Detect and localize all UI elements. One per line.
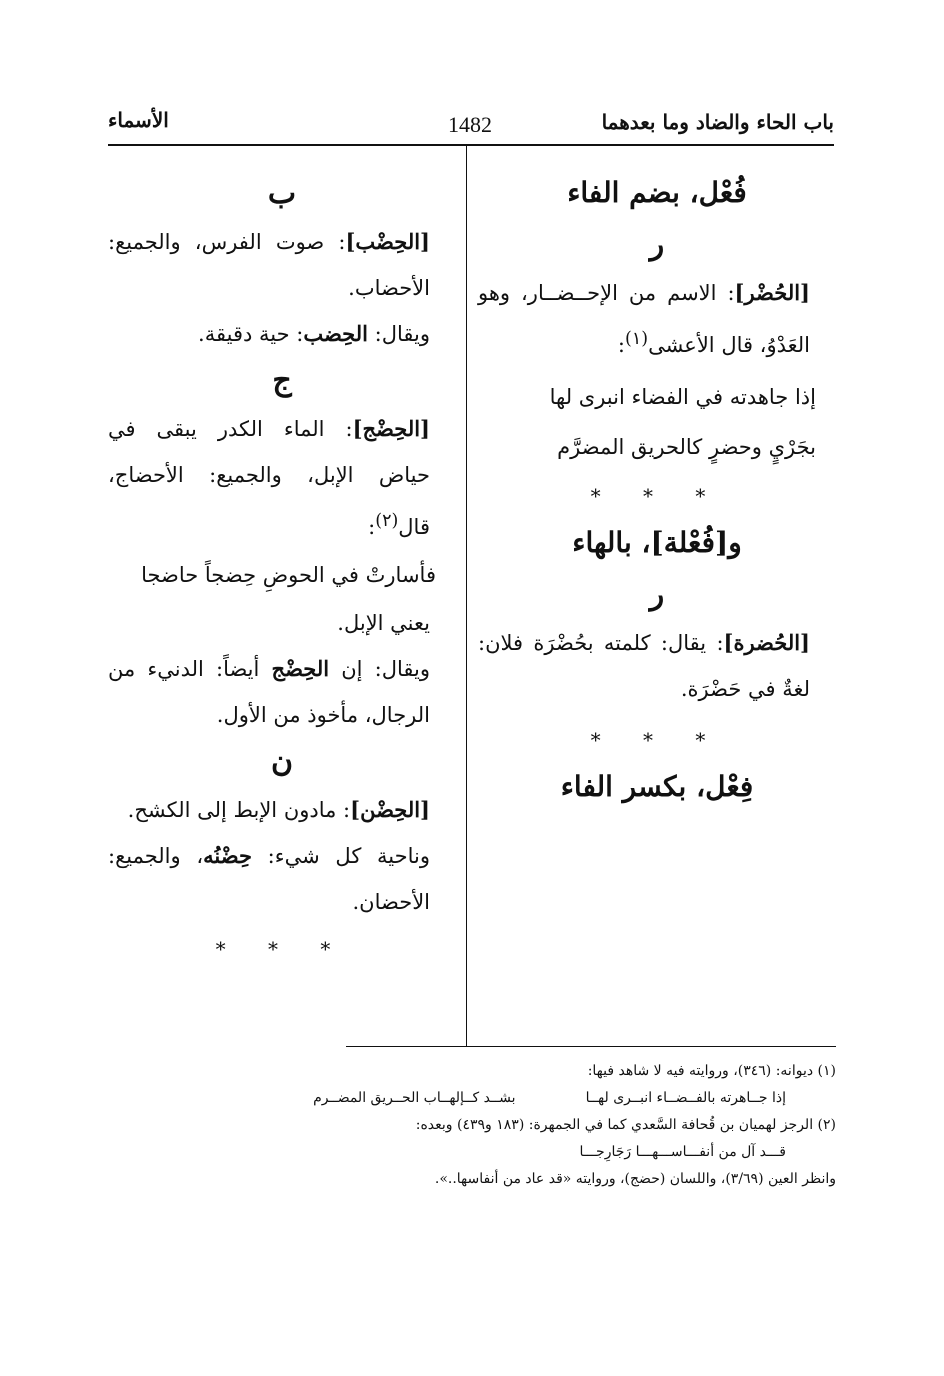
page-number: 1482 bbox=[448, 112, 492, 137]
verse-hemistich: بشــد كــإلهــاب الحــريق المضــرم bbox=[313, 1090, 516, 1106]
chapter-title: باب الحاء والضاد وما بعدهما bbox=[601, 110, 834, 134]
letter-heading-r: ر bbox=[649, 577, 665, 612]
entry-hudr bbox=[478, 270, 836, 368]
verse-hemistich: إذا جــاهرته بالفــضــاء انبــرى لهــا bbox=[585, 1090, 786, 1106]
entry-text: : يقال: كلمته بحُضْرَة فلان: لغةٌ في حَضْرَة. bbox=[478, 631, 810, 701]
verse-line: بجَرْيٍ وحضرٍ كالحريق المضرَّم bbox=[557, 435, 816, 459]
separator-stars: * * * bbox=[590, 484, 724, 508]
section-heading-fual: فُعْل، بضم الفاء bbox=[567, 176, 747, 209]
entry-text: : صوت الفرس، والجميع: الأحضاب. bbox=[108, 230, 430, 300]
entry-hidb bbox=[108, 219, 456, 311]
headword: الحِضب bbox=[303, 321, 368, 346]
entry-text: يعني الإبل. bbox=[337, 611, 430, 635]
entry-hidn bbox=[108, 787, 456, 833]
entry-text: : مادون الإبط إلى الكشح. bbox=[127, 798, 351, 822]
entry-text: : الماء الكدر يبقى في حياض الإبل، والجميع: الأحضاج، قال bbox=[108, 417, 430, 539]
entry-text: وناحية كل شيء: bbox=[267, 844, 430, 868]
header-rule bbox=[108, 144, 834, 146]
left-column bbox=[108, 170, 456, 979]
verse-line: إذا جاهدته في الفضاء انبرى لها bbox=[549, 385, 816, 409]
headword: [الحِضْج] bbox=[352, 416, 430, 441]
footnote-1-verse bbox=[108, 1085, 836, 1112]
entry-text: ويقال: إن bbox=[341, 657, 430, 681]
entry-text: ، والجميع: الأحضان. bbox=[108, 844, 430, 914]
headword: حِضْنُه bbox=[203, 843, 252, 868]
column-divider bbox=[466, 146, 467, 1046]
entry-hidj bbox=[108, 406, 456, 550]
separator-stars: * * * bbox=[215, 937, 349, 961]
page-header bbox=[108, 100, 834, 140]
headword: [الحِضْن] bbox=[350, 797, 430, 822]
separator-stars: * * * bbox=[590, 728, 724, 752]
footnote-2-verse: قـــد آل من أنفـــاســـهـــا رَجَارِجـــا bbox=[579, 1144, 786, 1160]
entry-text: ويقال: bbox=[374, 322, 430, 346]
section-heading-fil: فِعْل، بكسر الفاء bbox=[560, 770, 754, 803]
section-heading-fula: و[فُعْلة]، بالهاء bbox=[572, 526, 742, 559]
entry-hidj-2 bbox=[108, 646, 456, 738]
entry-hudra bbox=[478, 620, 836, 712]
right-column bbox=[478, 170, 836, 821]
verse-line: فأسارتْ في الحوضِ حِضجاً حاضجا bbox=[141, 563, 436, 587]
headword: [الحُضرة] bbox=[723, 630, 810, 655]
footnotes bbox=[108, 1058, 836, 1193]
entry-text-end: : bbox=[617, 333, 625, 357]
entry-text: : حية دقيقة. bbox=[198, 322, 304, 346]
section-title: الأسماء bbox=[108, 108, 169, 132]
letter-heading-r: ر bbox=[649, 227, 665, 262]
entry-text: أيضاً: الدنيء من الرجال، مأخوذ من الأول. bbox=[108, 657, 430, 727]
letter-heading-b: ب bbox=[267, 176, 297, 211]
headword: الحِضْج bbox=[271, 656, 330, 681]
headword: [الحُضْر] bbox=[734, 280, 810, 305]
footnote-2: (٢) الرجز لهميان بن قُحافة السَّعدي كما في الجمهرة: (١٨٣ و٤٣٩) وبعده: bbox=[415, 1117, 836, 1133]
entry-hidb-2 bbox=[108, 311, 456, 357]
entry-text: : الاسم من الإحــضــار، وهو العَدْوُ، قال الأعشى bbox=[478, 281, 810, 357]
footnote-ref: (١) bbox=[625, 329, 649, 349]
footnote-rule bbox=[346, 1046, 836, 1047]
footnote-3: وانظر العين (٣/٦٩)، واللسان (حضج)، وروايته «قد عاد من أنفاسها..». bbox=[434, 1171, 836, 1187]
entry-text-end: : bbox=[368, 515, 376, 539]
footnote-ref: (٢) bbox=[375, 511, 399, 531]
letter-heading-n: ن bbox=[270, 744, 294, 779]
letter-heading-j: ج bbox=[272, 363, 292, 398]
footnote-1: (١) ديوانه: (٣٤٦)، وروايته فيه لا شاهد فيها: bbox=[587, 1063, 836, 1079]
entry-hidn-2 bbox=[108, 833, 456, 925]
headword: [الحِضْب] bbox=[345, 229, 430, 254]
